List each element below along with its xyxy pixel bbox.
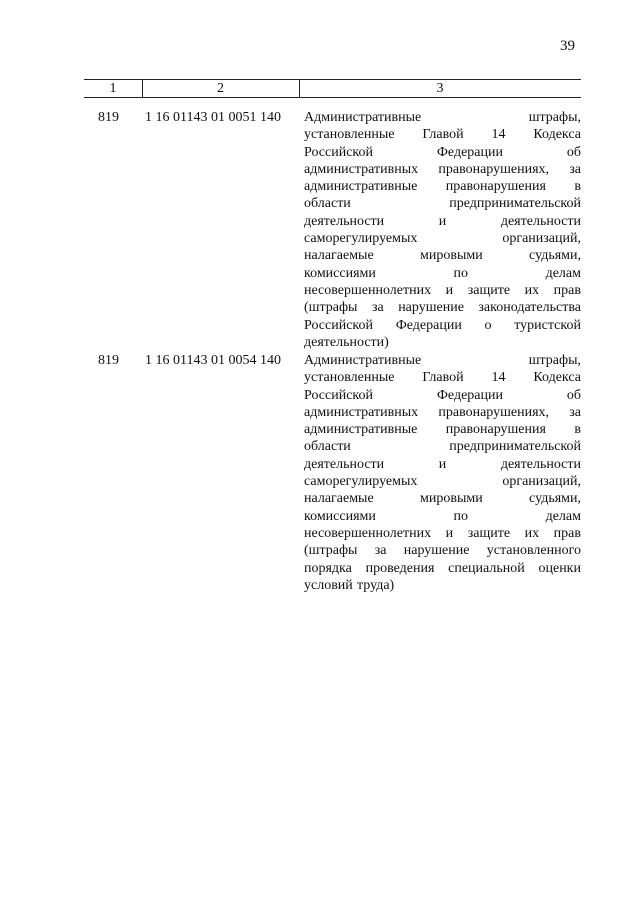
description-word: Административные (304, 353, 422, 368)
description-word: оценки (538, 560, 581, 576)
description-line (304, 560, 581, 577)
description-word: правонарушения (445, 179, 546, 195)
header-bottom-rule (84, 97, 581, 98)
description-word: в (574, 422, 581, 438)
description-line (304, 404, 581, 421)
kbk-code: 1 16 01143 01 0054 140 (145, 353, 281, 368)
description-line (304, 178, 581, 195)
description-word: административных (304, 404, 419, 420)
description-word: 14 (491, 127, 506, 143)
description-word: в (574, 179, 581, 195)
description-word: Федерации (395, 317, 462, 333)
description-word: нарушение (398, 300, 464, 316)
description-line (304, 161, 581, 178)
description-word: Главой (422, 370, 464, 386)
description-line (304, 508, 581, 525)
description-word: Федерации (436, 387, 503, 403)
description-word: и (445, 282, 454, 298)
description-word: организаций, (502, 231, 581, 247)
description-word: деятельности (304, 456, 385, 472)
description-word: административные (304, 422, 418, 438)
description-line (304, 126, 581, 143)
description-line (304, 195, 581, 212)
description-word: штрафы, (528, 353, 581, 368)
description-word: специальной (448, 560, 525, 576)
description-word: по (453, 265, 468, 281)
kbk-code: 1 16 01143 01 0051 140 (145, 110, 281, 125)
description-word: предпринимательской (449, 196, 581, 212)
description-word: и (438, 213, 447, 229)
description-line (304, 334, 581, 351)
description-line (304, 282, 581, 299)
description-line (304, 352, 581, 369)
description-word: мировыми (420, 248, 483, 264)
description-line (304, 369, 581, 386)
description-word: предпринимательской (449, 439, 581, 455)
description-word: несовершеннолетних (304, 282, 432, 298)
description-word: административные (304, 179, 418, 195)
description-line (304, 299, 581, 316)
description-word: судьями, (529, 491, 581, 507)
description-word: за (371, 300, 384, 316)
description-word: о (484, 317, 492, 333)
description-word: об (566, 144, 581, 160)
description-word: Федерации (436, 144, 503, 160)
description-word: деятельности (500, 456, 581, 472)
description-word: правонарушения (445, 422, 546, 438)
description-word: штрафы, (528, 110, 581, 125)
description-word: Российской (304, 387, 373, 403)
description-word: прав (553, 525, 581, 541)
description-word: организаций, (502, 474, 581, 490)
header-col-3: 3 (436, 81, 444, 96)
description-word: порядка (304, 560, 352, 576)
description-word: правонарушениях, (438, 161, 550, 177)
description-word: и (445, 525, 454, 541)
description-line (304, 230, 581, 247)
description-word: защите (467, 282, 511, 298)
description-word: за (569, 404, 581, 420)
description-word: об (566, 387, 581, 403)
description-word: Административные (304, 110, 422, 125)
description-word: налагаемые (304, 248, 374, 264)
page-number: 39 (560, 38, 575, 54)
description-word: правонарушениях, (438, 404, 550, 420)
description-word: их (524, 282, 540, 298)
header-col-2: 2 (217, 81, 224, 96)
description-line (304, 456, 581, 473)
description (304, 352, 581, 594)
description-line (304, 144, 581, 161)
description-word: 14 (491, 370, 506, 386)
description-word: (штрафы (304, 543, 358, 559)
description-word: судьями, (529, 248, 581, 264)
description-word: (штрафы (304, 300, 358, 316)
description-word: установленные (304, 127, 395, 143)
description-word: деятельности) (304, 334, 389, 350)
description-word: по (453, 508, 468, 524)
description-word: за (569, 161, 581, 177)
description-line (304, 473, 581, 490)
description-line (304, 109, 581, 126)
description-line (304, 387, 581, 404)
description-word: области (304, 439, 351, 455)
description-word: административных (304, 161, 419, 177)
header-col-1: 1 (109, 81, 117, 96)
admin-code: 819 (98, 110, 119, 125)
description-word: и (438, 456, 447, 472)
description-word: нарушение (403, 543, 470, 559)
description-word: комиссиями (304, 508, 376, 524)
description-word: Российской (304, 317, 373, 333)
description-word: делам (545, 508, 581, 524)
description-word: за (374, 543, 387, 559)
description-line (304, 421, 581, 438)
description-line (304, 525, 581, 542)
description-word: несовершеннолетних (304, 525, 432, 541)
description-word: Главой (422, 127, 464, 143)
description-line (304, 542, 581, 559)
description-line (304, 438, 581, 455)
description-word: делам (545, 265, 581, 281)
description-word: деятельности (304, 213, 385, 229)
description-line (304, 265, 581, 282)
description-line (304, 317, 581, 334)
description-word: Кодекса (533, 370, 581, 386)
description-word: области (304, 196, 351, 212)
description-word: проведения (365, 560, 435, 576)
description-word: защите (467, 525, 511, 541)
description-line (304, 490, 581, 507)
description-word: налагаемые (304, 491, 374, 507)
description-word: установленного (486, 543, 581, 559)
description-word: их (524, 525, 540, 541)
description-word: установленные (304, 370, 395, 386)
description-word: труда) (356, 577, 395, 593)
description-word: саморегулируемых (304, 231, 418, 247)
description-word: саморегулируемых (304, 474, 418, 490)
description-line (304, 213, 581, 230)
description-line (304, 247, 581, 264)
description-line (304, 577, 581, 594)
description-word: Российской (304, 144, 373, 160)
description-word: законодательства (478, 300, 581, 316)
description-word: деятельности (500, 213, 581, 229)
description-word: комиссиями (304, 265, 376, 281)
description-word: прав (553, 282, 581, 298)
description (304, 109, 581, 351)
admin-code: 819 (98, 353, 119, 368)
description-word: туристской (514, 317, 581, 333)
description-word: мировыми (420, 491, 483, 507)
description-word: Кодекса (533, 127, 581, 143)
description-word: условий (304, 577, 353, 593)
